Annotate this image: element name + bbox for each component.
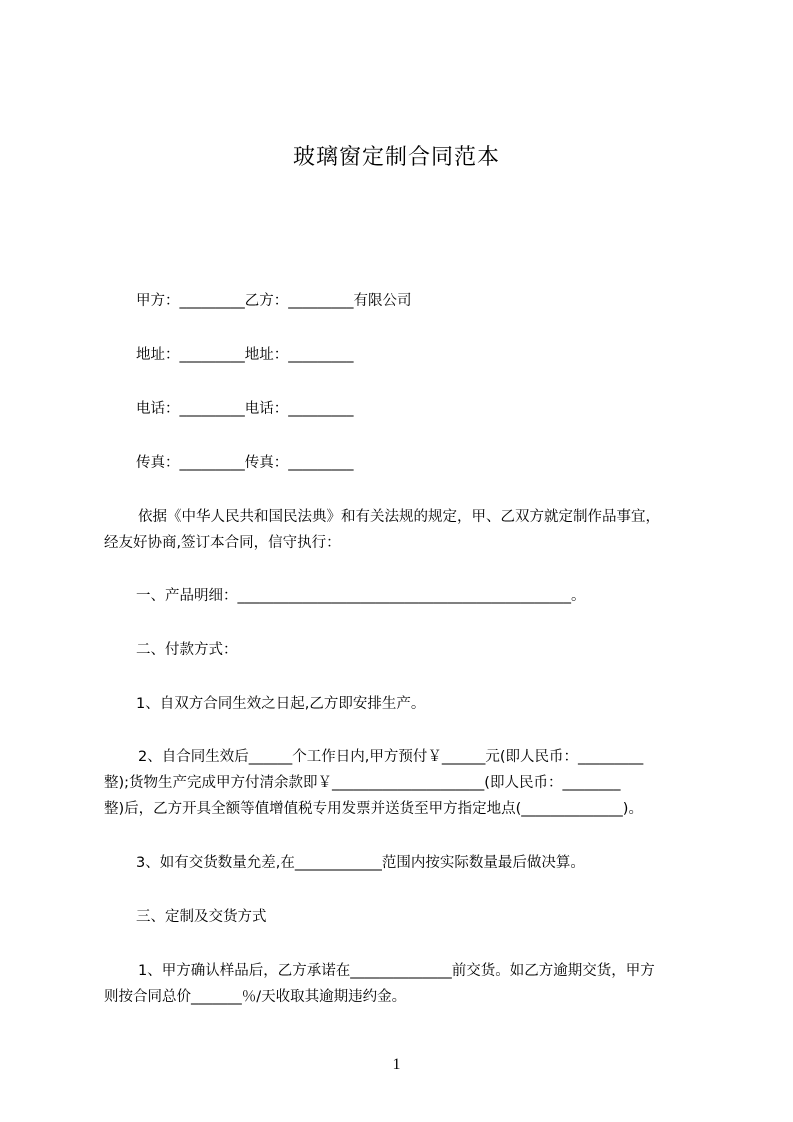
preamble-line-2: 经友好协商,签订本合同，信守执行： (104, 535, 341, 551)
section-product-details: 一、产品明细：______________________________________________。 (136, 588, 586, 604)
delivery-clause-1-line-1: 1、甲方确认样品后，乙方承诺在______________前交货。如乙方逾期交货，甲方 (138, 963, 655, 979)
section-delivery-heading: 三、定制及交货方式 (136, 909, 267, 925)
delivery-clause-1-line-2: 则按合同总价_______％/天收取其逾期违约金。 (104, 989, 407, 1005)
payment-clause-2-line-3: 整)后，乙方开具全额等值增值税专用发票并送货至甲方指定地点(______________)。 (104, 801, 643, 817)
payment-clause-2-line-1: 2、自合同生效后______个工作日内,甲方预付￥______元(即人民币：_________ (138, 749, 644, 765)
payment-clause-2-line-2: 整);货物生产完成甲方付清余款即￥_____________________(即人民币：________ (104, 775, 621, 791)
party-address-line: 地址：_________地址：_________ (136, 347, 354, 363)
payment-clause-1: 1、自双方合同生效之日起,乙方即安排生产。 (136, 696, 426, 712)
section-payment-heading: 二、付款方式： (136, 642, 238, 658)
document-title: 玻璃窗定制合同范本 (292, 145, 500, 170)
payment-clause-3: 3、如有交货数量允差,在____________范围内按实际数量最后做决算。 (136, 855, 585, 871)
preamble-line-1: 依据《中华人民共和国民法典》和有关法规的规定，甲、乙双方就定制作品事宜， (138, 509, 660, 525)
party-name-line: 甲方：_________乙方：_________有限公司 (136, 293, 412, 309)
party-fax-line: 传真：_________传真：_________ (136, 455, 354, 471)
page-number: 1 (392, 1056, 401, 1073)
party-phone-line: 电话：_________电话：_________ (136, 401, 354, 417)
